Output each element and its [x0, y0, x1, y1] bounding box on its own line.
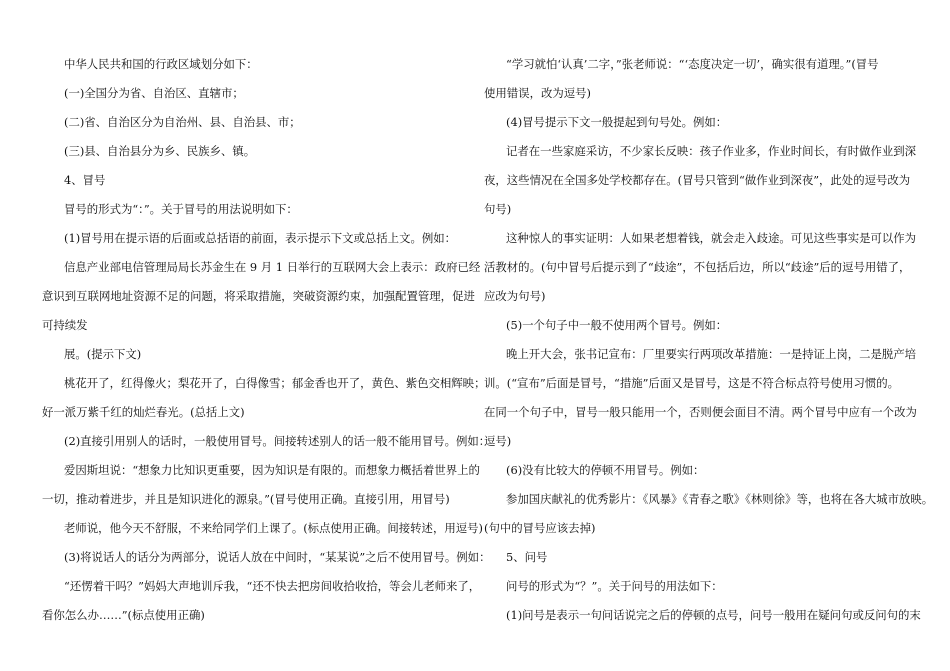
- paragraph: [484, 347, 939, 448]
- text-line: 4、冒号: [64, 173, 106, 187]
- text-line: “学习就怕‘认真’二字，”张老师说：“‘态度决定一切’，确实很有道理。”(冒号: [506, 57, 879, 71]
- text-line: 在同一个句子中，冒号一般只能用一个，否则便会面目不清。两个冒号中应有一个改为: [484, 405, 917, 419]
- text-line: 应改为句号): [484, 289, 546, 303]
- text-line: 问号的形式为“？”。关于问号的用法如下：: [506, 579, 723, 593]
- text-line: “还愣着干吗？”妈妈大声地训斥我，“还不快去把房间收拾收拾，等会儿老师来了，: [64, 579, 481, 593]
- text-line: 晚上开大会，张书记宣布：厂里要实行两项改革措施：一是持证上岗，二是脱产培: [506, 347, 917, 361]
- paragraph: [42, 86, 497, 100]
- text-line: 使用错误，改为逗号): [484, 86, 591, 100]
- paragraph: [42, 115, 497, 129]
- text-line: (2)直接引用别人的话时，一般使用冒号。间接转述别人的话一般不能用冒号。例如：: [64, 434, 491, 448]
- paragraph: [484, 608, 939, 622]
- text-line: 活教材的。(句中冒号后提示到了“歧途”，不包括后边，所以“歧途”后的逗号用错了，: [484, 260, 911, 274]
- text-line: (6)没有比较大的停顿不用冒号。例如：: [506, 463, 705, 477]
- paragraph: [484, 492, 939, 535]
- paragraph: [42, 434, 497, 448]
- text-line: 记者在一些家庭采访，不少家长反映：孩子作业多，作业时间长，有时做作业到深: [506, 144, 917, 158]
- right-text-column: [484, 57, 939, 637]
- text-line: (1)冒号用在提示语的后面或总括语的前面，表示提示下文或总括上文。例如：: [64, 231, 457, 245]
- paragraph: [42, 579, 497, 622]
- paragraph: [484, 144, 939, 216]
- text-line: 夜，这些情况在全国多处学校都存在。(冒号只管到“做作业到深夜”，此处的逗号改为: [484, 173, 911, 187]
- text-line: (1)问号是表示一句问话说完之后的停顿的点号，问号一般用在疑问句或反问句的末: [506, 608, 921, 622]
- text-line: (三)县、自治县分为乡、民族乡、镇。: [64, 144, 256, 158]
- paragraph: [42, 260, 497, 332]
- paragraph: [484, 231, 939, 303]
- text-line: 训。(“宣布”后面是冒号，“措施”后面又是冒号，这是不符合标点符号使用习惯的。: [484, 376, 900, 390]
- paragraph: [484, 463, 939, 477]
- text-line: 意识到互联网地址资源不足的问题，将采取措施，突破资源约束，加强配置管理，促进: [42, 289, 475, 303]
- text-line: (二)省、自治区分为自治州、县、自治县、市；: [64, 115, 301, 129]
- text-line: 展。(提示下文): [64, 347, 142, 361]
- text-line: 爱因斯坦说：“想象力比知识更重要，因为知识是有限的。而想象力概括着世界上的: [64, 463, 480, 477]
- paragraph: [42, 550, 497, 564]
- text-line: 信息产业部电信管理局局长苏金生在 9 月 1 日举行的互联网大会上表示：政府已经: [64, 260, 481, 274]
- text-line: 冒号的形式为“：”。关于冒号的用法说明如下：: [64, 202, 298, 216]
- text-line: (句中的冒号应该去掉): [484, 521, 596, 535]
- paragraph: [42, 463, 497, 506]
- text-line: 中华人民共和国的行政区域划分如下：: [64, 57, 258, 71]
- text-line: 老师说，他今天不舒服，不来给同学们上课了。(标点使用正确。间接转述，用逗号): [64, 521, 483, 535]
- paragraph: [484, 550, 939, 564]
- paragraph: [42, 202, 497, 216]
- paragraph: [42, 173, 497, 187]
- paragraph: [484, 57, 939, 100]
- paragraph: [42, 347, 497, 361]
- paragraph: [484, 579, 939, 593]
- text-line: 句号): [484, 202, 512, 216]
- text-line: (3)将说话人的话分为两部分，说话人放在中间时，“某某说”之后不使用冒号。例如：: [64, 550, 491, 564]
- text-line: 这种惊人的事实证明：人如果老想着钱，就会走入歧途。可见这些事实是可以作为: [506, 231, 917, 245]
- text-line: (一)全国分为省、自治区、直辖市；: [64, 86, 244, 100]
- text-line: 参加国庆献礼的优秀影片：《风暴》《青春之歌》《林则徐》等，也将在各大城市放映。: [506, 492, 934, 506]
- paragraph: [484, 318, 939, 332]
- paragraph: [42, 376, 497, 419]
- text-line: 可持续发: [42, 318, 88, 332]
- paragraph: [42, 231, 497, 245]
- text-line: 桃花开了，红得像火；梨花开了，白得像雪；郁金香也开了，黄色、紫色交相辉映；: [64, 376, 486, 390]
- text-line: (5)一个句子中一般不使用两个冒号。例如：: [506, 318, 728, 332]
- text-line: 一切，推动着进步，并且是知识进化的源泉。”(冒号使用正确。直接引用，用冒号): [42, 492, 450, 506]
- paragraph: [42, 144, 497, 158]
- text-line: (4)冒号提示下文一般提起到句号处。例如：: [506, 115, 728, 129]
- paragraph: [42, 57, 497, 71]
- text-line: 好一派万紫千红的灿烂春光。(总括上文): [42, 405, 245, 419]
- paragraph: [42, 521, 497, 535]
- left-text-column: [42, 57, 497, 637]
- text-line: 逗号): [484, 434, 512, 448]
- text-line: 看你怎么办……”(标点使用正确): [42, 608, 205, 622]
- text-line: 5、问号: [506, 550, 548, 564]
- paragraph: [484, 115, 939, 129]
